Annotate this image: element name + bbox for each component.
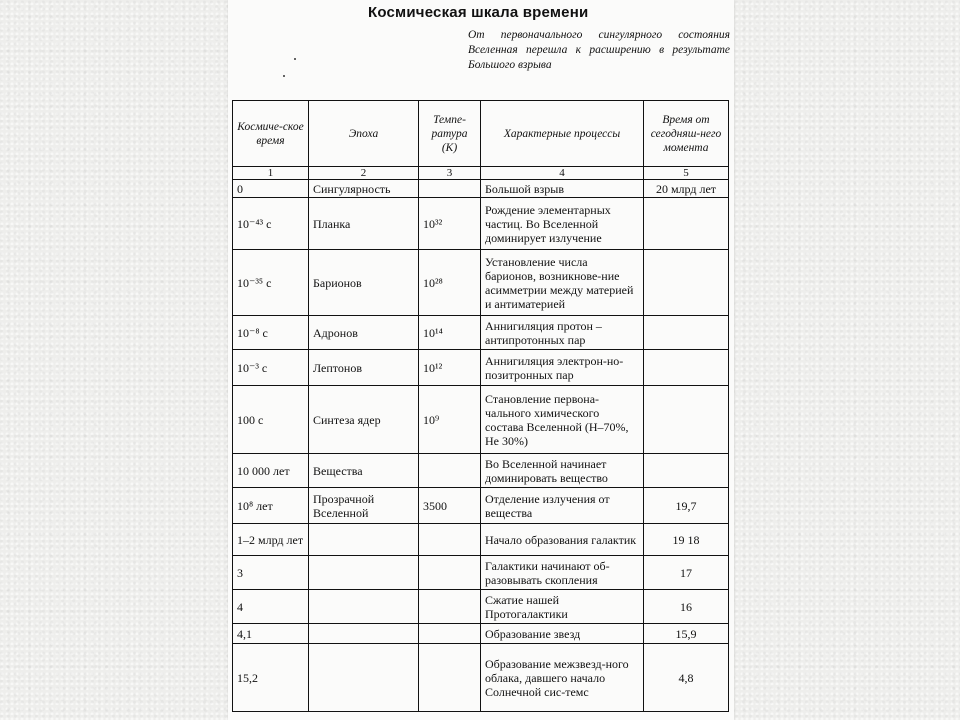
cell-time: 15,2	[233, 644, 309, 712]
cell-temperature	[419, 454, 481, 488]
table-row	[233, 180, 729, 198]
cell-time-ago	[644, 454, 729, 488]
table-row	[233, 488, 729, 524]
cell-epoch	[309, 556, 419, 590]
epigraph: От первоначального сингулярного состояния Вселенная перешла к расширению в результате Большого взрыва	[468, 29, 730, 71]
cell-time-ago	[644, 386, 729, 454]
cell-time-ago: 15,9	[644, 624, 729, 644]
cell-time: 0	[233, 180, 309, 198]
cell-time-ago	[644, 250, 729, 316]
table-row	[233, 350, 729, 386]
table-row	[233, 198, 729, 250]
cell-process: Большой взрыв	[481, 180, 644, 198]
cell-temperature: 3500	[419, 488, 481, 524]
column-number-row	[233, 167, 729, 180]
cell-time: 10⁻⁸ с	[233, 316, 309, 350]
header-processes: Характерные процессы	[481, 101, 644, 167]
table-row	[233, 454, 729, 488]
cell-process: Установление числа барионов, возникнове-ние асимметрии между материей и антиматерией	[481, 250, 644, 316]
column-number: 4	[481, 167, 644, 180]
cell-process: Становление первона-чального химического состава Вселенной (H–70%, He 30%)	[481, 386, 644, 454]
cell-temperature: 10¹²	[419, 350, 481, 386]
header-epoch: Эпоха	[309, 101, 419, 167]
scan-speck	[283, 75, 285, 77]
cell-process: Начало образования галактик	[481, 524, 644, 556]
cell-temperature	[419, 524, 481, 556]
table-row	[233, 556, 729, 590]
cell-process: Сжатие нашей Протогалактики	[481, 590, 644, 624]
cell-epoch: Лептонов	[309, 350, 419, 386]
header-cosmic-time: Космиче-ское время	[233, 101, 309, 167]
table-header-row	[233, 101, 729, 167]
cell-epoch: Синтеза ядер	[309, 386, 419, 454]
cell-time-ago: 4,8	[644, 644, 729, 712]
cell-epoch: Адронов	[309, 316, 419, 350]
table-row	[233, 524, 729, 556]
cell-temperature: 10⁹	[419, 386, 481, 454]
cell-temperature: 10³²	[419, 198, 481, 250]
cell-temperature	[419, 590, 481, 624]
cell-time-ago: 19 18	[644, 524, 729, 556]
cell-time: 10 000 лет	[233, 454, 309, 488]
cell-time: 10⁻³⁵ с	[233, 250, 309, 316]
cell-epoch	[309, 624, 419, 644]
cell-temperature: 10²⁸	[419, 250, 481, 316]
column-number: 2	[309, 167, 419, 180]
column-number: 5	[644, 167, 729, 180]
table-row	[233, 590, 729, 624]
cell-time: 10⁸ лет	[233, 488, 309, 524]
table-row	[233, 624, 729, 644]
cell-time: 4,1	[233, 624, 309, 644]
cell-process: Рождение элементарных частиц. Во Вселенной доминирует излучение	[481, 198, 644, 250]
cell-temperature	[419, 644, 481, 712]
table-row	[233, 386, 729, 454]
cell-process: Образование звезд	[481, 624, 644, 644]
header-time-ago: Время от сегодняш-него момента	[644, 101, 729, 167]
cell-temperature: 10¹⁴	[419, 316, 481, 350]
cell-epoch	[309, 644, 419, 712]
cell-time: 4	[233, 590, 309, 624]
cell-epoch: Барионов	[309, 250, 419, 316]
cell-epoch	[309, 524, 419, 556]
cell-time-ago: 16	[644, 590, 729, 624]
table-row	[233, 250, 729, 316]
cell-time-ago	[644, 316, 729, 350]
table-row	[233, 644, 729, 712]
cell-time: 3	[233, 556, 309, 590]
cell-epoch: Планка	[309, 198, 419, 250]
column-number: 3	[419, 167, 481, 180]
cell-process: Образование межзвезд-ного облака, давшего начало Солнечной сис-темс	[481, 644, 644, 712]
table-row	[233, 316, 729, 350]
cell-time: 1–2 млрд лет	[233, 524, 309, 556]
cell-process: Аннигиляция электрон-но-позитронных пар	[481, 350, 644, 386]
header-temperature: Темпе-ратура (K)	[419, 101, 481, 167]
cell-process: Аннигиляция протон – антипротонных пар	[481, 316, 644, 350]
cell-epoch: Вещества	[309, 454, 419, 488]
cell-temperature	[419, 624, 481, 644]
cell-temperature	[419, 556, 481, 590]
cell-time: 10⁻³ с	[233, 350, 309, 386]
cell-time-ago: 20 млрд лет	[644, 180, 729, 198]
cell-time-ago: 19,7	[644, 488, 729, 524]
cell-epoch	[309, 590, 419, 624]
cell-time-ago	[644, 198, 729, 250]
page-title: Космическая шкала времени	[368, 4, 589, 21]
cell-time: 10⁻⁴³ с	[233, 198, 309, 250]
cell-process: Галактики начинают об-разовывать скопления	[481, 556, 644, 590]
cell-process: Отделение излучения от вещества	[481, 488, 644, 524]
cell-time-ago	[644, 350, 729, 386]
cell-time: 100 с	[233, 386, 309, 454]
timeline-table	[232, 100, 729, 712]
cell-temperature	[419, 180, 481, 198]
cell-epoch: Прозрачной Вселенной	[309, 488, 419, 524]
cell-time-ago: 17	[644, 556, 729, 590]
cell-process: Во Вселенной начинает доминировать вещество	[481, 454, 644, 488]
column-number: 1	[233, 167, 309, 180]
scan-speck	[294, 58, 296, 60]
document-page	[228, 0, 734, 720]
cell-epoch: Сингулярность	[309, 180, 419, 198]
